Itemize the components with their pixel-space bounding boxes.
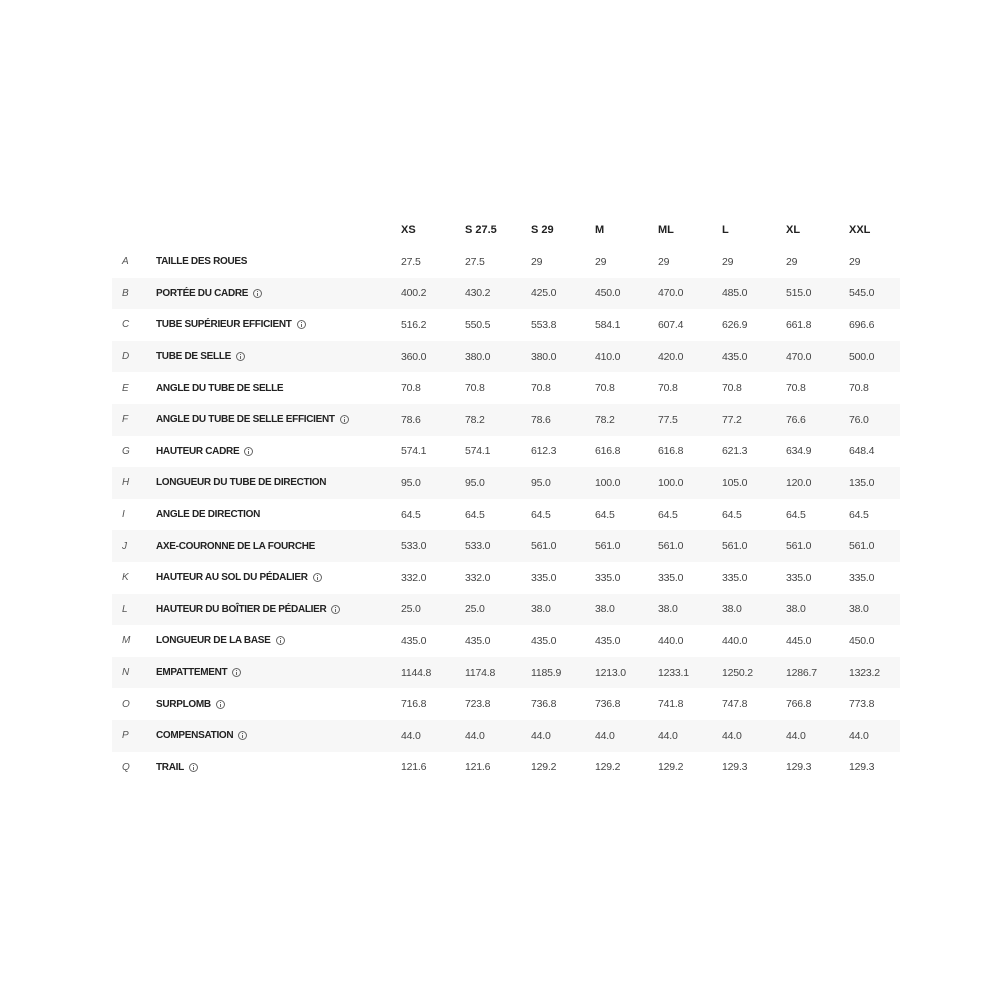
table-cell: 450.0: [849, 634, 875, 647]
table-cell: 120.0: [786, 476, 812, 489]
table-cell: 29: [595, 255, 607, 268]
table-cell: 584.1: [595, 318, 621, 331]
table-cell: 533.0: [401, 540, 427, 553]
row-letter: L: [122, 603, 128, 615]
row-letter: H: [122, 477, 130, 489]
table-cell: 95.0: [465, 476, 485, 489]
row-letter: O: [122, 698, 130, 710]
table-cell: 129.2: [658, 761, 684, 774]
table-row: [112, 436, 900, 468]
table-cell: 1144.8: [401, 666, 432, 679]
table-cell: 77.5: [658, 413, 678, 426]
table-cell: 77.2: [722, 413, 742, 426]
table-cell: 741.8: [658, 698, 684, 711]
row-label-cell: [156, 657, 241, 689]
table-cell: 38.0: [658, 603, 678, 616]
table-cell: 515.0: [786, 287, 812, 300]
table-cell: 78.2: [595, 413, 615, 426]
row-label: LONGUEUR DE LA BASE: [156, 635, 271, 647]
info-circle-icon[interactable]: [297, 320, 306, 329]
table-cell: 435.0: [595, 634, 621, 647]
info-circle-icon[interactable]: [216, 700, 225, 709]
info-circle-icon[interactable]: [253, 289, 262, 298]
table-cell: 435.0: [722, 350, 748, 363]
table-cell: 64.5: [849, 508, 869, 521]
info-circle-icon[interactable]: [331, 605, 340, 614]
row-label: TRAIL: [156, 761, 184, 773]
table-cell: 626.9: [722, 318, 748, 331]
column-header-xxl: XXL: [849, 224, 871, 236]
table-cell: 1233.1: [658, 666, 689, 679]
table-cell: 736.8: [595, 698, 621, 711]
row-label-cell: [156, 562, 322, 594]
table-cell: 44.0: [849, 729, 869, 742]
table-cell: 612.3: [531, 445, 557, 458]
table-cell: 561.0: [531, 540, 557, 553]
row-letter: I: [122, 509, 125, 521]
table-cell: 435.0: [465, 634, 491, 647]
row-letter: B: [122, 287, 129, 299]
table-cell: 38.0: [786, 603, 806, 616]
table-cell: 78.2: [465, 413, 485, 426]
table-row: [112, 278, 900, 310]
table-cell: 70.8: [658, 382, 678, 395]
table-cell: 435.0: [531, 634, 557, 647]
table-cell: 70.8: [595, 382, 615, 395]
column-header-ml: ML: [658, 224, 674, 236]
table-cell: 450.0: [595, 287, 621, 300]
table-cell: 332.0: [401, 571, 427, 584]
table-row: [112, 372, 900, 404]
row-label-cell: [156, 752, 198, 784]
table-cell: 561.0: [658, 540, 684, 553]
table-cell: 44.0: [465, 729, 485, 742]
row-label: COMPENSATION: [156, 730, 234, 742]
table-cell: 29: [722, 255, 734, 268]
row-letter: C: [122, 319, 130, 331]
table-row: [112, 562, 900, 594]
table-cell: 616.8: [595, 445, 621, 458]
table-body: [112, 246, 900, 783]
column-header-m: M: [595, 224, 605, 236]
table-cell: 485.0: [722, 287, 748, 300]
row-letter: M: [122, 635, 131, 647]
info-circle-icon[interactable]: [244, 447, 253, 456]
table-row: [112, 499, 900, 531]
row-label: TUBE SUPÉRIEUR EFFICIENT: [156, 319, 292, 331]
table-cell: 29: [531, 255, 543, 268]
row-label: ANGLE DE DIRECTION: [156, 509, 261, 521]
table-cell: 533.0: [465, 540, 491, 553]
table-cell: 78.6: [401, 413, 421, 426]
row-letter: A: [122, 256, 129, 268]
table-cell: 27.5: [465, 255, 485, 268]
row-label-cell: [156, 499, 260, 531]
table-cell: 70.8: [401, 382, 421, 395]
table-cell: 100.0: [595, 476, 621, 489]
table-cell: 470.0: [658, 287, 684, 300]
table-cell: 445.0: [786, 634, 812, 647]
table-cell: 64.5: [465, 508, 485, 521]
row-label: ANGLE DU TUBE DE SELLE: [156, 382, 284, 394]
row-letter: F: [122, 414, 128, 426]
table-cell: 440.0: [722, 634, 748, 647]
table-cell: 561.0: [595, 540, 621, 553]
table-cell: 70.8: [465, 382, 485, 395]
row-label-cell: [156, 309, 306, 341]
table-cell: 773.8: [849, 698, 875, 711]
table-cell: 121.6: [401, 761, 427, 774]
table-row: [112, 341, 900, 373]
table-cell: 335.0: [722, 571, 748, 584]
table-row: [112, 309, 900, 341]
row-label: PORTÉE DU CADRE: [156, 287, 249, 299]
table-cell: 64.5: [595, 508, 615, 521]
table-cell: 38.0: [595, 603, 615, 616]
row-letter: D: [122, 351, 130, 363]
table-cell: 335.0: [658, 571, 684, 584]
table-cell: 1174.8: [465, 666, 496, 679]
table-cell: 561.0: [786, 540, 812, 553]
table-cell: 400.2: [401, 287, 427, 300]
table-cell: 95.0: [531, 476, 551, 489]
table-row: [112, 688, 900, 720]
table-row: [112, 404, 900, 436]
table-cell: 723.8: [465, 698, 491, 711]
table-cell: 129.3: [722, 761, 748, 774]
row-letter: Q: [122, 761, 130, 773]
table-cell: 410.0: [595, 350, 621, 363]
row-label-cell: [156, 246, 247, 278]
info-circle-icon[interactable]: [313, 573, 322, 582]
table-cell: 70.8: [531, 382, 551, 395]
table-cell: 44.0: [658, 729, 678, 742]
table-cell: 64.5: [531, 508, 551, 521]
table-cell: 44.0: [531, 729, 551, 742]
table-cell: 38.0: [722, 603, 742, 616]
table-cell: 29: [658, 255, 670, 268]
table-cell: 27.5: [401, 255, 421, 268]
table-cell: 76.6: [786, 413, 806, 426]
table-cell: 70.8: [849, 382, 869, 395]
table-cell: 135.0: [849, 476, 875, 489]
geometry-table: [112, 214, 900, 783]
row-label-cell: [156, 372, 283, 404]
table-cell: 1185.9: [531, 666, 562, 679]
info-circle-icon[interactable]: [238, 731, 247, 740]
row-label-cell: [156, 688, 225, 720]
table-cell: 661.8: [786, 318, 812, 331]
info-circle-icon[interactable]: [236, 352, 245, 361]
table-cell: 38.0: [531, 603, 551, 616]
table-row: [112, 467, 900, 499]
table-cell: 430.2: [465, 287, 491, 300]
row-label-cell: [156, 530, 315, 562]
table-cell: 335.0: [786, 571, 812, 584]
table-cell: 64.5: [722, 508, 742, 521]
row-letter: P: [122, 730, 129, 742]
table-cell: 332.0: [465, 571, 491, 584]
table-cell: 574.1: [401, 445, 427, 458]
column-header-s-29: S 29: [531, 224, 554, 236]
row-label-cell: [156, 720, 247, 752]
info-circle-icon[interactable]: [340, 415, 349, 424]
table-cell: 360.0: [401, 350, 427, 363]
table-row: [112, 752, 900, 784]
table-cell: 335.0: [595, 571, 621, 584]
table-cell: 516.2: [401, 318, 427, 331]
table-cell: 78.6: [531, 413, 551, 426]
column-header-xs: XS: [401, 224, 416, 236]
row-label-cell: [156, 404, 349, 436]
table-cell: 64.5: [401, 508, 421, 521]
table-cell: 129.3: [786, 761, 812, 774]
table-cell: 25.0: [401, 603, 421, 616]
column-header-s-27-5: S 27.5: [465, 224, 497, 236]
table-cell: 1250.2: [722, 666, 753, 679]
table-row: [112, 720, 900, 752]
table-cell: 561.0: [849, 540, 875, 553]
table-cell: 716.8: [401, 698, 427, 711]
row-letter: G: [122, 445, 130, 457]
table-cell: 29: [849, 255, 861, 268]
table-cell: 105.0: [722, 476, 748, 489]
table-cell: 95.0: [401, 476, 421, 489]
table-cell: 64.5: [658, 508, 678, 521]
row-label: EMPATTEMENT: [156, 667, 228, 679]
row-label: HAUTEUR DU BOÎTIER DE PÉDALIER: [156, 603, 327, 615]
table-cell: 420.0: [658, 350, 684, 363]
table-cell: 435.0: [401, 634, 427, 647]
table-cell: 76.0: [849, 413, 869, 426]
row-label: ANGLE DU TUBE DE SELLE EFFICIENT: [156, 414, 335, 426]
table-cell: 1323.2: [849, 666, 880, 679]
info-circle-icon[interactable]: [189, 763, 198, 772]
table-cell: 648.4: [849, 445, 875, 458]
table-cell: 38.0: [849, 603, 869, 616]
table-cell: 747.8: [722, 698, 748, 711]
table-cell: 545.0: [849, 287, 875, 300]
row-label-cell: [156, 625, 285, 657]
table-cell: 550.5: [465, 318, 491, 331]
table-cell: 1286.7: [786, 666, 817, 679]
row-label-cell: [156, 467, 326, 499]
table-cell: 335.0: [849, 571, 875, 584]
table-cell: 44.0: [722, 729, 742, 742]
table-cell: 44.0: [401, 729, 421, 742]
table-cell: 121.6: [465, 761, 491, 774]
table-cell: 70.8: [786, 382, 806, 395]
table-cell: 44.0: [786, 729, 806, 742]
table-cell: 335.0: [531, 571, 557, 584]
table-cell: 553.8: [531, 318, 557, 331]
row-label-cell: [156, 278, 262, 310]
row-label: LONGUEUR DU TUBE DE DIRECTION: [156, 477, 327, 489]
row-letter: J: [122, 540, 127, 552]
table-row: [112, 657, 900, 689]
row-label: AXE-COURONNE DE LA FOURCHE: [156, 540, 316, 552]
table-cell: 70.8: [722, 382, 742, 395]
table-cell: 616.8: [658, 445, 684, 458]
row-label: HAUTEUR CADRE: [156, 445, 240, 457]
table-header-row: [112, 214, 900, 246]
row-label: TUBE DE SELLE: [156, 351, 231, 363]
row-letter: K: [122, 572, 129, 584]
row-label-cell: [156, 594, 340, 626]
row-label-cell: [156, 341, 245, 373]
table-cell: 29: [786, 255, 798, 268]
table-cell: 561.0: [722, 540, 748, 553]
table-row: [112, 625, 900, 657]
table-cell: 621.3: [722, 445, 748, 458]
table-cell: 64.5: [786, 508, 806, 521]
table-cell: 380.0: [531, 350, 557, 363]
table-cell: 574.1: [465, 445, 491, 458]
table-cell: 44.0: [595, 729, 615, 742]
table-cell: 380.0: [465, 350, 491, 363]
table-cell: 425.0: [531, 287, 557, 300]
column-header-xl: XL: [786, 224, 801, 236]
table-cell: 440.0: [658, 634, 684, 647]
table-cell: 607.4: [658, 318, 684, 331]
table-cell: 766.8: [786, 698, 812, 711]
row-label: HAUTEUR AU SOL DU PÉDALIER: [156, 572, 308, 584]
column-header-l: L: [722, 224, 729, 236]
row-letter: E: [122, 382, 129, 394]
table-cell: 1213.0: [595, 666, 626, 679]
table-cell: 470.0: [786, 350, 812, 363]
table-cell: 736.8: [531, 698, 557, 711]
table-row: [112, 530, 900, 562]
table-cell: 129.2: [595, 761, 621, 774]
table-row: [112, 246, 900, 278]
table-cell: 100.0: [658, 476, 684, 489]
table-cell: 634.9: [786, 445, 812, 458]
table-cell: 25.0: [465, 603, 485, 616]
table-cell: 129.3: [849, 761, 875, 774]
info-circle-icon[interactable]: [232, 668, 241, 677]
row-label: SURPLOMB: [156, 698, 211, 710]
row-label-cell: [156, 436, 253, 468]
row-letter: N: [122, 667, 130, 679]
table-cell: 500.0: [849, 350, 875, 363]
table-cell: 129.2: [531, 761, 557, 774]
row-label: TAILLE DES ROUES: [156, 256, 248, 268]
table-cell: 696.6: [849, 318, 875, 331]
table-row: [112, 594, 900, 626]
info-circle-icon[interactable]: [276, 636, 285, 645]
